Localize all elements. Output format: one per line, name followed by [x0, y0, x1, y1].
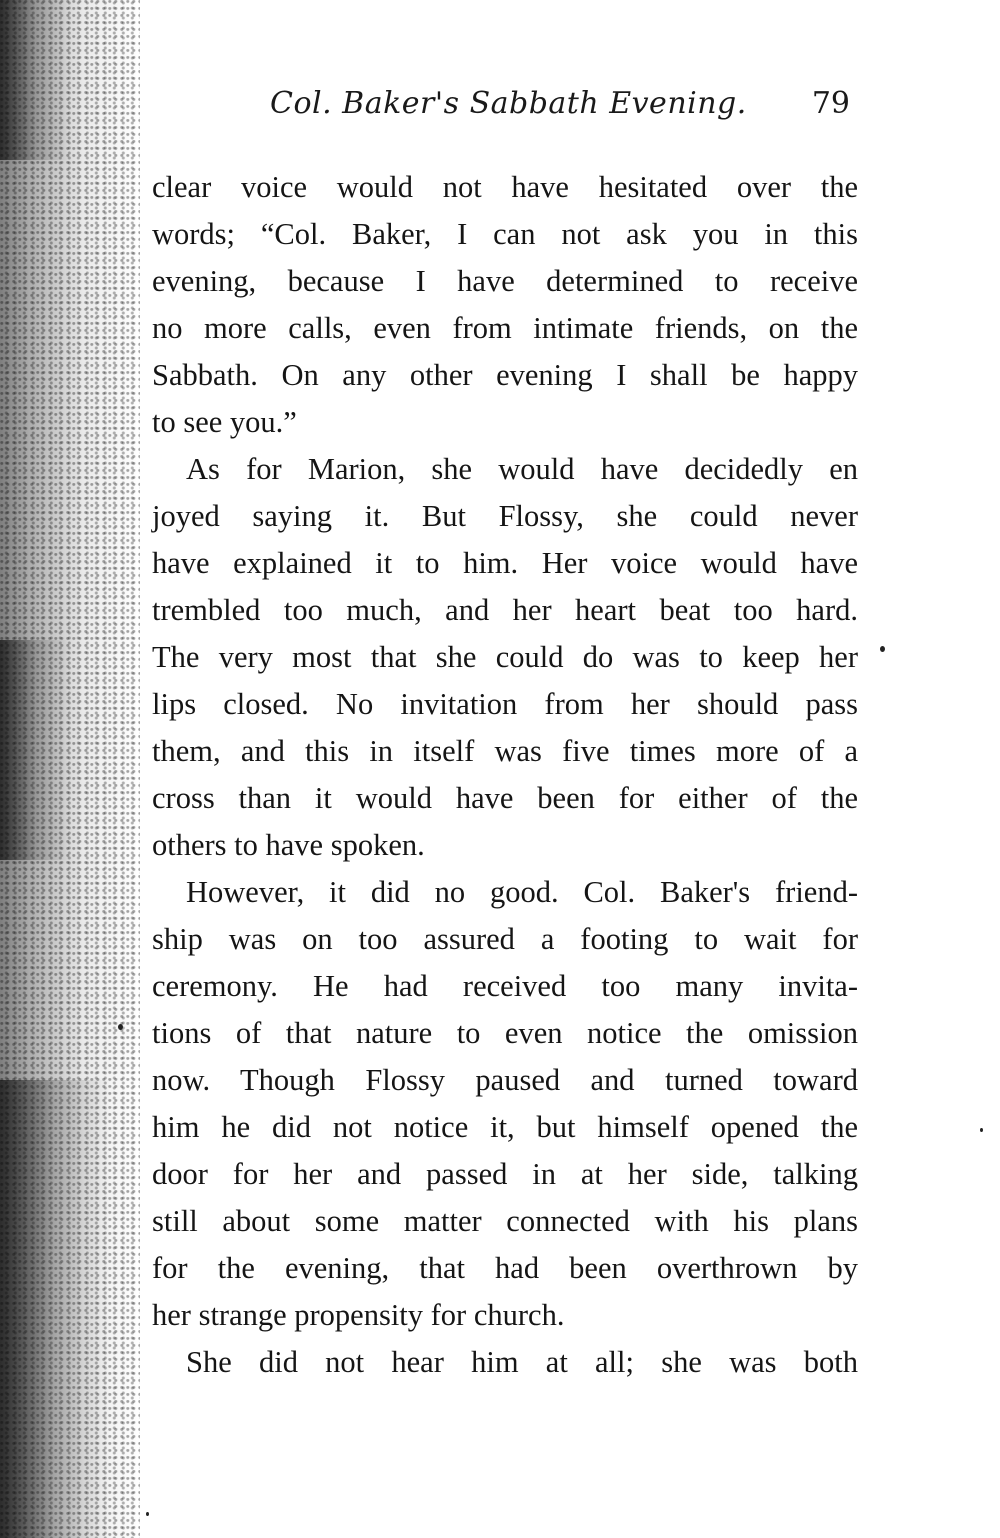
text-line: them, and this in itself was five times more of a [152, 734, 858, 768]
text-line: ship was on too assured a footing to wait for [152, 922, 858, 956]
text-line: tions of that nature to even notice the omission [152, 1016, 858, 1050]
binding-shadow-bottom [0, 1080, 110, 1538]
ink-speck [980, 1128, 983, 1132]
text-line: ceremony. He had received too many invita- [152, 969, 858, 1003]
paragraph-2 [152, 446, 858, 869]
ink-speck [880, 646, 885, 652]
running-title: Col. Baker's Sabbath Evening. [270, 86, 747, 121]
text-line: joyed saying it. But Flossy, she could never [152, 499, 858, 533]
ink-speck [118, 1024, 123, 1030]
text-line: have explained it to him. Her voice would have [152, 546, 858, 580]
page-header [270, 86, 860, 126]
text-line: However, it did no good. Col. Baker's friend- [186, 875, 858, 909]
paragraph-3 [152, 869, 858, 1339]
text-line: cross than it would have been for either of the [152, 781, 858, 815]
page-number: 79 [811, 86, 850, 121]
paragraph-1 [152, 164, 858, 446]
text-line: no more calls, even from intimate friends, on the [152, 311, 858, 345]
body-text [152, 164, 858, 1386]
text-line: trembled too much, and her heart beat too hard. [152, 593, 858, 627]
ink-speck [146, 1512, 149, 1516]
text-line: She did not hear him at all; she was both [186, 1345, 858, 1379]
text-line: clear voice would not have hesitated over the [152, 170, 858, 204]
text-line: words; “Col. Baker, I can not ask you in this [152, 217, 858, 251]
text-line: door for her and passed in at her side, talking [152, 1157, 858, 1191]
binding-shadow-top [0, 0, 70, 160]
text-line: now. Though Flossy paused and turned toward [152, 1063, 858, 1097]
text-line: others to have spoken. [152, 828, 425, 862]
text-line: Sabbath. On any other evening I shall be happy [152, 358, 858, 392]
text-line: The very most that she could do was to keep her [152, 640, 858, 674]
text-line: still about some matter connected with his plans [152, 1204, 858, 1238]
paragraph-4 [152, 1339, 858, 1386]
text-line: lips closed. No invitation from her should pass [152, 687, 858, 721]
binding-shadow-middle [0, 640, 70, 860]
text-line: her strange propensity for church. [152, 1298, 565, 1332]
text-line: As for Marion, she would have decidedly en [186, 452, 858, 486]
text-line: for the evening, that had been overthrown by [152, 1251, 858, 1285]
text-line: to see you.” [152, 405, 297, 439]
text-line: him he did not notice it, but himself opened the [152, 1110, 858, 1144]
text-line: evening, because I have determined to receive [152, 264, 858, 298]
